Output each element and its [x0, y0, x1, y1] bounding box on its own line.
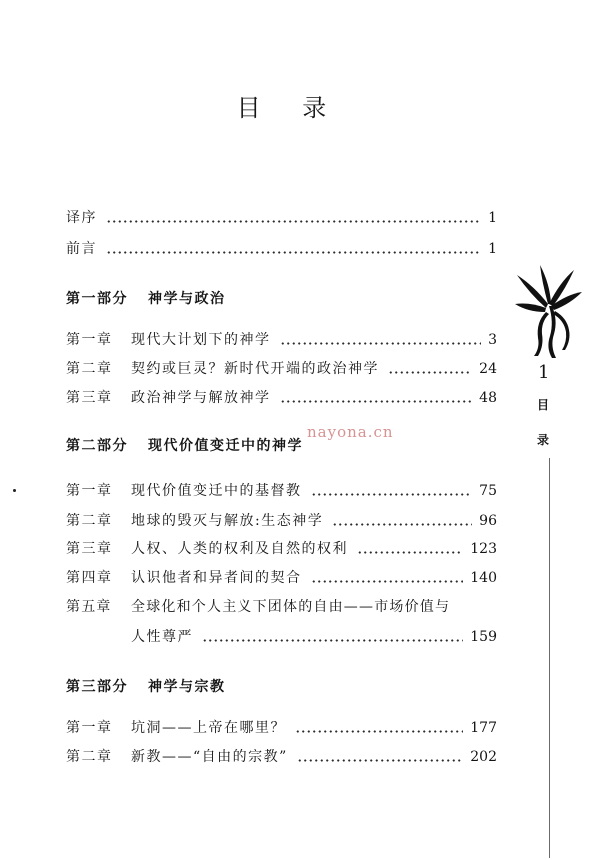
page-number: 123 — [470, 541, 497, 557]
page-number: 1 — [488, 241, 497, 257]
entry-title: 译序 — [66, 210, 97, 226]
page-number: 202 — [470, 749, 497, 765]
page-number: 177 — [470, 720, 497, 736]
chapter-number: 第二章 — [66, 513, 113, 529]
toc-entry-chapter — [66, 718, 497, 738]
chapter-title: 政治神学与解放神学 — [131, 390, 271, 406]
toc-entry-chapter — [66, 481, 497, 501]
chapter-number: 第五章 — [66, 599, 112, 615]
dot-leader — [297, 759, 463, 762]
scan-speck — [13, 489, 16, 492]
plant-logo-icon — [512, 262, 584, 360]
chapter-title: 现代价值变迁中的基督教 — [131, 483, 302, 499]
dot-leader — [295, 730, 463, 733]
toc-entry-continuation — [131, 627, 497, 647]
chapter-number: 第三章 — [66, 390, 113, 406]
toc-entry-chapter — [66, 359, 497, 379]
page-number: 75 — [479, 483, 497, 499]
toc-entry-front — [66, 239, 497, 259]
part-title: 神学与宗教 — [148, 679, 226, 695]
part-heading — [66, 677, 497, 697]
dot-leader — [280, 400, 473, 403]
chapter-title: 新教——“自由的宗教” — [131, 749, 288, 765]
dot-leader — [311, 580, 464, 583]
toc-entry-chapter — [66, 330, 497, 350]
page-number: 96 — [479, 513, 497, 529]
chapter-title: 地球的毁灭与解放:生态神学 — [131, 513, 324, 529]
page-number: 24 — [479, 361, 497, 377]
chapter-title: 全球化和个人主义下团体的自由——市场价值与 — [131, 599, 451, 615]
part-heading — [66, 289, 497, 309]
toc-entry-chapter — [66, 511, 497, 531]
page-number: 1 — [488, 210, 497, 226]
chapter-number: 第一章 — [66, 483, 113, 499]
dot-leader — [106, 220, 481, 223]
dot-leader — [202, 639, 463, 642]
part-heading — [66, 436, 497, 456]
running-head-char: 录 — [537, 433, 550, 447]
chapter-number: 第三章 — [66, 541, 113, 557]
chapter-number: 第二章 — [66, 361, 113, 377]
page-edge-line — [549, 458, 550, 858]
dot-leader — [388, 371, 472, 374]
page-number: 48 — [479, 390, 497, 406]
chapter-title-continued: 人性尊严 — [131, 629, 193, 645]
toc-entry-chapter — [66, 747, 497, 767]
chapter-title: 认识他者和异者间的契合 — [131, 570, 302, 586]
chapter-title: 现代大计划下的神学 — [131, 332, 271, 348]
page-number: 3 — [488, 332, 497, 348]
part-label: 第三部分 — [66, 679, 128, 695]
chapter-number: 第四章 — [66, 570, 113, 586]
dot-leader — [357, 551, 463, 554]
chapter-number: 第二章 — [66, 749, 113, 765]
part-label: 第二部分 — [66, 438, 128, 454]
dot-leader — [280, 342, 482, 345]
chapter-title: 人权、人类的权利及自然的权利 — [131, 541, 348, 557]
dot-leader — [332, 523, 472, 526]
dot-leader — [311, 493, 473, 496]
running-head-char: 目 — [537, 398, 550, 412]
page-number: 159 — [470, 629, 497, 645]
watermark: nayona.cn — [307, 423, 394, 441]
page-number: 140 — [470, 570, 497, 586]
toc-entry-chapter — [66, 597, 497, 617]
part-label: 第一部分 — [66, 291, 128, 307]
chapter-number: 第一章 — [66, 720, 113, 736]
toc-entry-front — [66, 208, 497, 228]
entry-title: 前言 — [66, 241, 97, 257]
page-folio: 1 — [538, 362, 550, 383]
chapter-number: 第一章 — [66, 332, 113, 348]
part-title: 现代价值变迁中的神学 — [148, 438, 303, 454]
toc-entry-chapter — [66, 388, 497, 408]
dot-leader — [106, 251, 481, 254]
part-title: 神学与政治 — [148, 291, 226, 307]
chapter-title: 坑洞——上帝在哪里？ — [131, 720, 286, 736]
chapter-title: 契约或巨灵？新时代开端的政治神学 — [131, 361, 379, 377]
toc-entry-chapter — [66, 568, 497, 588]
page-title: 目 录 — [236, 94, 327, 122]
toc-entry-chapter — [66, 539, 497, 559]
